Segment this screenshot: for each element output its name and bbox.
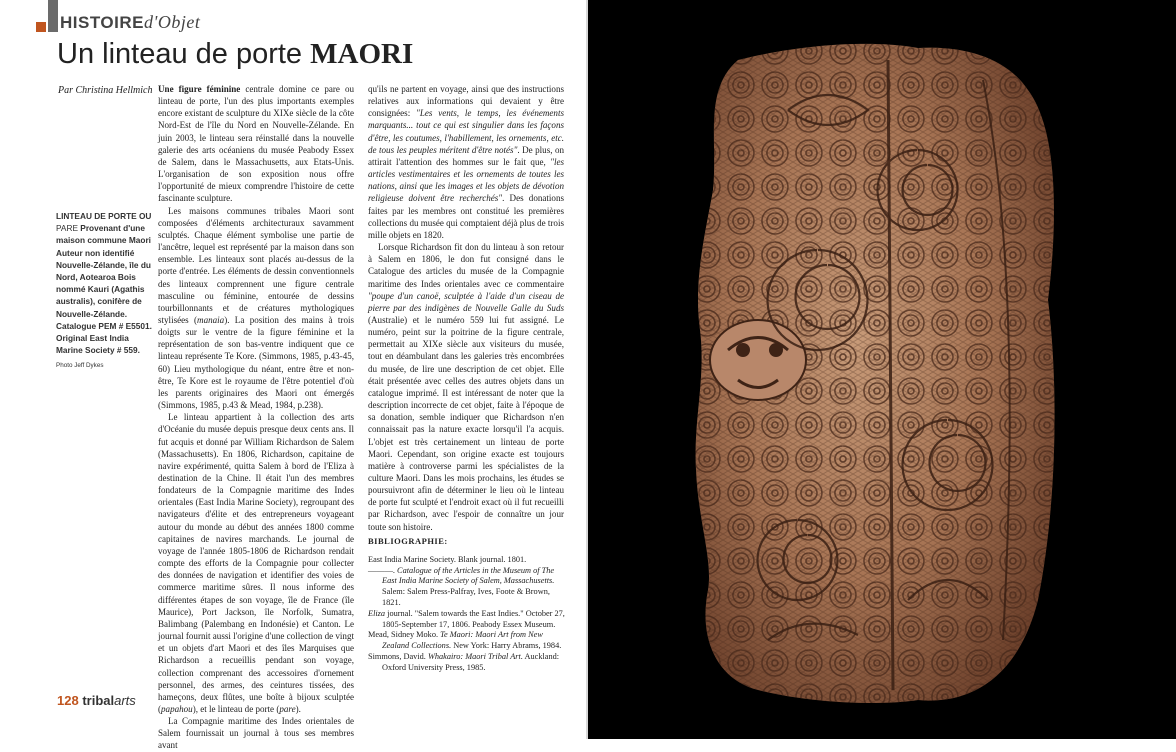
bibliography	[368, 536, 568, 674]
quote: "poupe d'un canoë, sculptée à l'aide d'un ciseau de pierre par des indigènes de Nouvelle Galle du Suds	[368, 290, 564, 313]
book-title: Whakairo: Maori Tribal Art.	[427, 651, 523, 661]
italic-term: pare	[279, 703, 296, 714]
magazine-name	[82, 693, 135, 708]
paragraph	[368, 241, 564, 533]
text-run: . De plus, on attirait l'attention des hommes sur le fait que,	[368, 144, 564, 167]
text-run: Le linteau appartient à la collection des arts d'Océanie du musée depuis presque deux cents ans. Il fut acquis et donné par William Richardson de Salem (Massachusetts). En 1806, Richardson, capitaine de navire expérimenté, quitta Salem à bord de l'Eliza à destination de la Chine. Il était l'un des membres fondateurs de la Compagnie maritime des Indes orientales (East India Marine Society), regroupant des navigateurs d'élite et des entrepreneurs voyageant autour du monde au début des années 1800 comme capitaines de navires marchands. Le journal de voyage de l'année 1805-1806 de Richardson rendait compte des efforts de la Compagnie pour collecter des données de navigation et identifier des voies de commerce maritime sûres. Il nous informe des différentes étapes de son voyage, île de France (île Maurice), Port Jackson, île Norfolk, Sumatra, Balimbang (Palembang en Indonésie) et Canton. Le journal fournit aussi l'origine d'une collection de vingt et un objets d'art Maori et des îles Marquises que Richardson a recueillis pendant son voyage, collection comprenant des accessoires d'ornement personnel, des armes, des ceintures tissées, des hameçons, deux flûtes, une boîte à bijoux sculptée (	[158, 412, 354, 714]
bibliography-entry	[368, 630, 568, 652]
caption-body: Provenant d'une maison commune Maori Auteur non identifié Nouvelle-Zélande, île du Nord, Aotearoa Bois nommé Kauri (Agathis australis), conifère de Nouvelle-Zélande. Catalogue PEM # E5501. Original East India Marine Society # 559.	[56, 223, 152, 356]
text-run: Auckland: Oxford University Press, 1985.	[382, 651, 560, 672]
text-column-1	[158, 83, 354, 752]
left-page	[0, 0, 588, 751]
book-title: Eliza	[368, 608, 386, 618]
section-rubric	[60, 12, 200, 33]
italic-term: manaia	[197, 314, 225, 325]
text-run: ). La position des mains à trois doigts sur le ventre de la figure féminine et la représentation de son bas-ventre indiquent que ce linteau représente Te Kore. (Simmons, 1985, p.43-45, 60) Lieu mythologique du néant, entre être et non-être, Te Kore est le royaume de l'être potentiel d'où les parents originaires des Maori ont émergés (Simmons, 1985, p.43 & Mead, 1984, p.238).	[158, 314, 355, 411]
italic-term: papahou	[161, 703, 193, 714]
carved-lintel-image	[588, 0, 1176, 739]
text-run: ———.	[368, 565, 398, 575]
paragraph	[158, 411, 354, 715]
text-run: La Compagnie maritime des Indes orientales de Salem fournissait un journal à tous ses membres avant	[158, 716, 354, 751]
text-run: Simmons, David.	[368, 651, 428, 661]
rubric-sub: d'Objet	[143, 12, 201, 32]
text-run: journal. "Salem towards the East Indies." October 27, 1805-September 17, 1806. Peabody Essex Museum.	[382, 608, 565, 629]
bibliography-entry	[368, 555, 568, 566]
magazine-name-italic: arts	[114, 693, 136, 708]
caption-sub: PARE	[56, 223, 78, 234]
image-caption	[56, 210, 156, 373]
paragraph	[158, 205, 354, 412]
paragraph	[158, 83, 354, 205]
bibliography-entry	[368, 652, 568, 674]
caption-head: LINTEAU DE PORTE OU	[56, 211, 152, 221]
photo-credit: Photo Jeff Dykes	[56, 362, 104, 370]
bibliography-entry	[368, 609, 568, 631]
text-run: ).	[295, 703, 301, 714]
text-column-2	[368, 83, 564, 533]
quote: "Les vents, le temps, les événements marquants... tout ce qui est singulier dans les façons d'être, les coutumes, l'habillement, les ornements, etc. de tous les peuples méritent d'être notés"	[368, 108, 564, 155]
central-figure	[710, 320, 806, 400]
paragraph	[368, 83, 564, 241]
text-run: Mead, Sidney Moko.	[368, 630, 441, 640]
right-page-photo	[588, 0, 1176, 739]
book-title: Catalogue of the Articles in the Museum of The East India Marine Society of Salem, Massachusetts.	[382, 565, 555, 586]
text-run: . Des donations faites par les membres ont constitué les premières collections du musée qui comptaient déjà plus de trois mille objets en 1820.	[368, 193, 564, 240]
text-run: Salem: Salem Press-Palfray, Ives, Foote & Brown, 1821.	[382, 587, 550, 607]
page-folio	[57, 693, 136, 708]
byline: Par Christina Hellmich	[58, 85, 153, 96]
article-title	[57, 38, 413, 71]
rubric-bar	[48, 0, 58, 32]
bibliography-heading: BIBLIOGRAPHIE:	[368, 536, 448, 546]
title-bold: MAORI	[310, 38, 414, 70]
page-number: 128	[57, 693, 79, 708]
quote: "les articles vestimentaires et les ornements de toutes les nations, ainsi que les images et les objets de dévotion religieuse doivent être recherchés"	[368, 156, 564, 204]
magazine-name-bold: tribal	[82, 693, 115, 708]
text-run: New York: Harry Abrams, 1984.	[451, 641, 562, 651]
lead-in: Une figure féminine	[158, 84, 241, 94]
text-run: Lorsque Richardson fit don du linteau à son retour à Salem en 1806, le don fut consigné dans le Catalogue des articles du musée de la Compagnie maritime des Indes orientales avec ce commentaire	[368, 242, 564, 289]
bibliography-entry	[368, 566, 568, 609]
text-run: (Australie) et le numéro 559 lui fut assigné. Le numéro, peint sur la poitrine de la figure centrale, permettait au XIXe siècle aux visiteurs du musée, tout en déambulant dans les galeries très encombrées du musée, de lire une description de cet objet. Elle était présentée avec celles des autres objets dans un catalogue imprimé. Il est intéressant de noter que la description incorrecte de cet objet, faite à l'époque de sa donation, semble indiquer que Richardson n'en connaissait pas la nature exacte lorsqu'il l'a acquis. L'objet est très certainement un linteau de porte Maori. Cependant, son origine exacte est toujours matière à controverse parmi les spécialistes de la culture Maori. Dans les mois prochains, les études se poursuivront afin de déterminer le lieu où le linteau de porte fut sculpté et l'endroit exact où il fut recueilli par Richardson, avec l'espoir de connaître un jour toute son histoire.	[368, 314, 564, 532]
text-run: ), et le linteau de porte (	[192, 703, 280, 714]
text-run: qu'ils ne partent en voyage, ainsi que des instructions relatives aux informations qui devaient y être consignées:	[368, 84, 564, 119]
paragraph	[158, 715, 354, 751]
book-title: Te Maori: Maori Art from New Zealand Collections.	[382, 630, 543, 651]
text-run: centrale domine ce pare ou linteau de porte, l'un des plus importants exemples encore existant de sculpture du XIXe siècle de la côte Nord-Est de l'île du Nord en Nouvelle-Zélande. En juin 2003, le linteau sera réinstallé dans la nouvelle galerie des arts océaniens du musée Peabody Essex de Salem, dans le Massachusetts, aux Etats-Unis. L'organisation de son exposition nous offre l'opportunité de mieux comprendre l'histoire de cette fascinante sculpture.	[158, 84, 354, 204]
rubric-main: HISTOIRE	[60, 13, 144, 32]
title-plain: Un linteau de porte	[57, 38, 311, 70]
rubric-square	[36, 22, 46, 32]
text-run: East India Marine Society. Blank journal. 1801.	[368, 554, 527, 564]
text-run: Les maisons communes tribales Maori sont composées d'éléments architecturaux savamment sculptés. Chaque élément symbolise une partie de l'ancêtre, lequel est représenté par la maison dans son ensemble. Les linteaux sont placés au-dessus de la porte d'entrée. Les éléments de dessin conventionnels des linteaux comprennent une figure centrale masculine ou féminine, entourée de dessins tourbillonnants et de créatures mythologiques stylisées (	[158, 205, 354, 325]
